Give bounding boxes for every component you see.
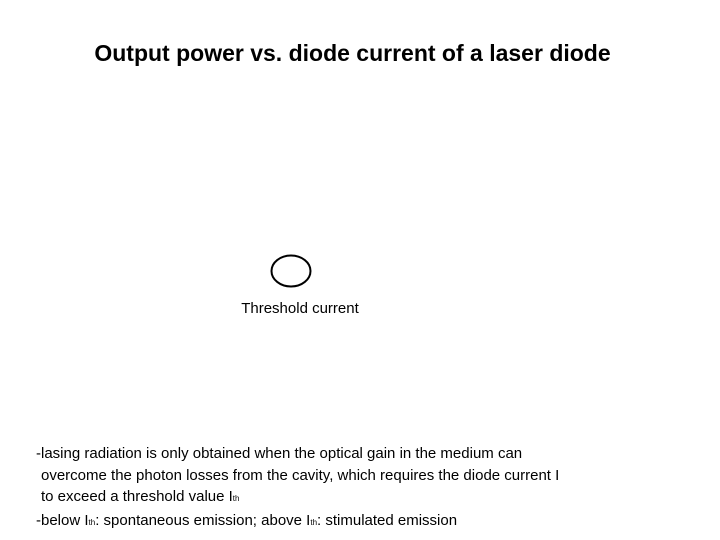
slide-title: Output power vs. diode current of a laser diode — [94, 40, 611, 66]
note-line-3-text: to exceed a threshold value I — [41, 488, 233, 505]
threshold-subscript: th — [232, 494, 240, 503]
note-line-2: overcome the photon losses from the cavity, which requires the diode current I — [41, 466, 560, 484]
threshold-subscript: th — [88, 517, 96, 527]
note-line-4-part-c: : stimulated emission — [317, 511, 458, 529]
note-line-4-part-b: : spontaneous emission; above I — [95, 511, 311, 529]
threshold-subscript: th — [310, 517, 318, 527]
threshold-current-label: Threshold current — [241, 300, 359, 317]
note-line-4-part-a: -below I — [36, 511, 89, 529]
note-line-1: -lasing radiation is only obtained when the optical gain in the medium can — [36, 445, 523, 462]
notes-block — [36, 443, 696, 533]
note-line-4 — [36, 510, 696, 534]
threshold-circle-marker — [270, 254, 312, 288]
note-line-3 — [36, 486, 696, 510]
